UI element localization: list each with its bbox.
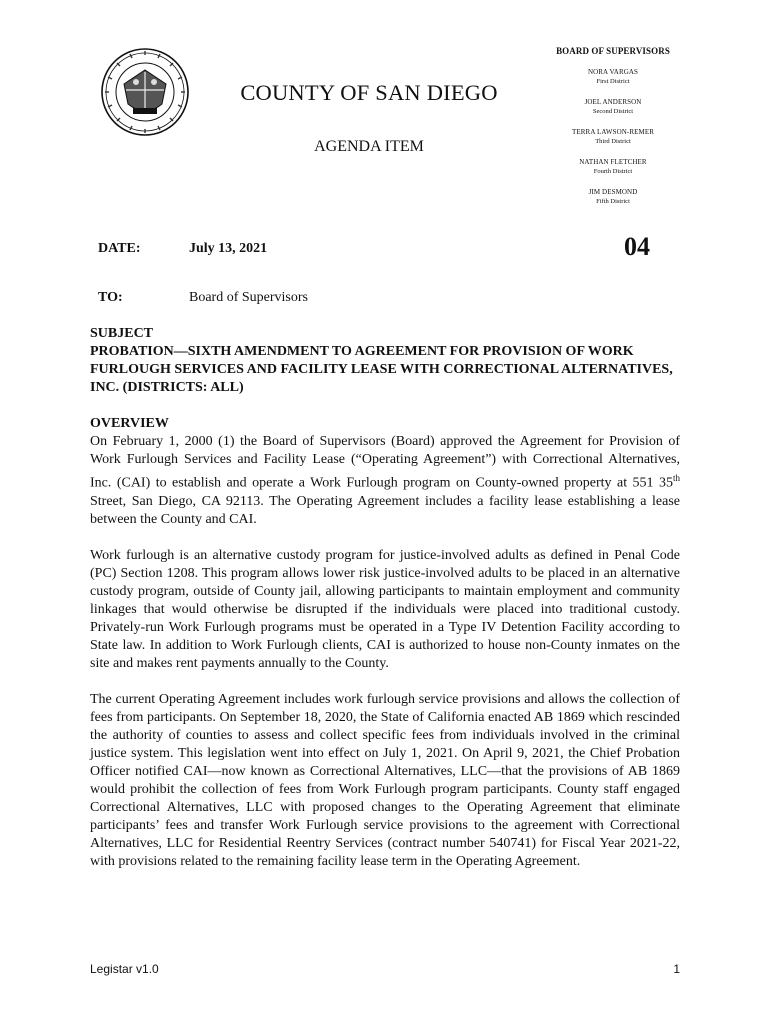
supervisor-entry <box>540 188 686 206</box>
board-of-supervisors-roster <box>540 46 686 206</box>
supervisor-name: JIM DESMOND <box>588 188 638 196</box>
supervisor-entry <box>540 128 686 146</box>
supervisor-name: NORA VARGAS <box>587 68 639 76</box>
supervisor-district: Second District <box>592 108 634 115</box>
overview-heading: OVERVIEW <box>90 416 169 431</box>
subject-heading: SUBJECT <box>90 326 154 341</box>
to-value: Board of Supervisors <box>189 290 308 305</box>
document-body <box>90 325 680 889</box>
board-title: BOARD OF SUPERVISORS <box>556 46 670 56</box>
overview-paragraph: The current Operating Agreement includes work furlough service provisions and allows the collection of fees from participants. On September 18, 2020, the State of California enacted AB 1869 which rescinded the authority of counties to assess and collect specific fees from individuals involved in the criminal justice system. This legislation went into effect on July 1, 2021. On April 9, 2021, the Chief Probation Officer notified CAI—now known as Correctional Alternatives, LLC—that the provisions of AB 1869 would prohibit the collection of fees from Work Furlough program participants. County staff engaged Correctional Alternatives, LLC with proposed changes to the Operating Agreement that eliminate participants’ fees and transfer Work Furlough service provisions to the agreement with Correctional Alternatives, LLC for Residential Reentry Services (contract number 540741) for Fiscal Year 2021-22, with provisions related to the remaining facility lease term in the Operating Agreement. <box>90 691 680 869</box>
supervisor-district: Third District <box>595 138 631 145</box>
date-value: July 13, 2021 <box>189 241 268 256</box>
footer-version: Legistar v1.0 <box>90 962 159 976</box>
supervisor-name: TERRA LAWSON-REMER <box>572 128 654 136</box>
ordinal-suffix: th <box>672 473 680 483</box>
supervisor-name: NATHAN FLETCHER <box>579 158 647 166</box>
supervisor-entry <box>540 68 686 86</box>
supervisor-entry <box>540 98 686 116</box>
supervisor-name: JOEL ANDERSON <box>584 98 642 106</box>
agenda-item-label: AGENDA ITEM <box>314 138 424 155</box>
supervisor-entry <box>540 158 686 176</box>
supervisor-district: First District <box>596 78 630 85</box>
paragraph-text: On February 1, 2000 (1) the Board of Supervisors (Board) approved the Agreement for Provision of Work Furlough Services and Facility Lease (“Operating Agreement”) with Correctional Alternatives, Inc. (CAI) to establish and operate a Work Furlough program on County-owned property at 551 35 <box>90 434 680 491</box>
subject-text: PROBATION—SIXTH AMENDMENT TO AGREEMENT FOR PROVISION OF WORK FURLOUGH SERVICES AND FACILITY LEASE WITH CORRECTIONAL ALTERNATIVES, INC. (DISTRICTS: ALL) <box>90 344 673 395</box>
supervisor-district: Fourth District <box>593 168 633 175</box>
page-number: 1 <box>673 962 680 976</box>
supervisor-district: Fifth District <box>596 198 630 205</box>
date-label: DATE: <box>98 241 141 256</box>
county-title: COUNTY OF SAN DIEGO <box>240 80 498 105</box>
overview-paragraph: Work furlough is an alternative custody program for justice-involved adults as defined in Penal Code (PC) Section 1208. This program allows lower risk justice-involved adults to be placed in an alternative custody program, outside of County jail, allowing participants to maintain employment and community linkages that would otherwise be disrupted if the individuals were placed into traditional custody. Privately-run Work Furlough programs must be operated in a Type IV Detention Facility according to State law. In addition to Work Furlough clients, CAI is authorized to house non-County inmates on the site and makes rent payments annually to the County. <box>90 547 680 671</box>
county-seal-icon <box>100 46 190 138</box>
agenda-item-number: 04 <box>624 232 650 261</box>
paragraph-text: Street, San Diego, CA 92113. The Operating Agreement includes a facility lease establishing a lease between the County and CAI. <box>90 493 680 527</box>
overview-paragraph <box>90 433 680 529</box>
to-label: TO: <box>98 290 123 305</box>
